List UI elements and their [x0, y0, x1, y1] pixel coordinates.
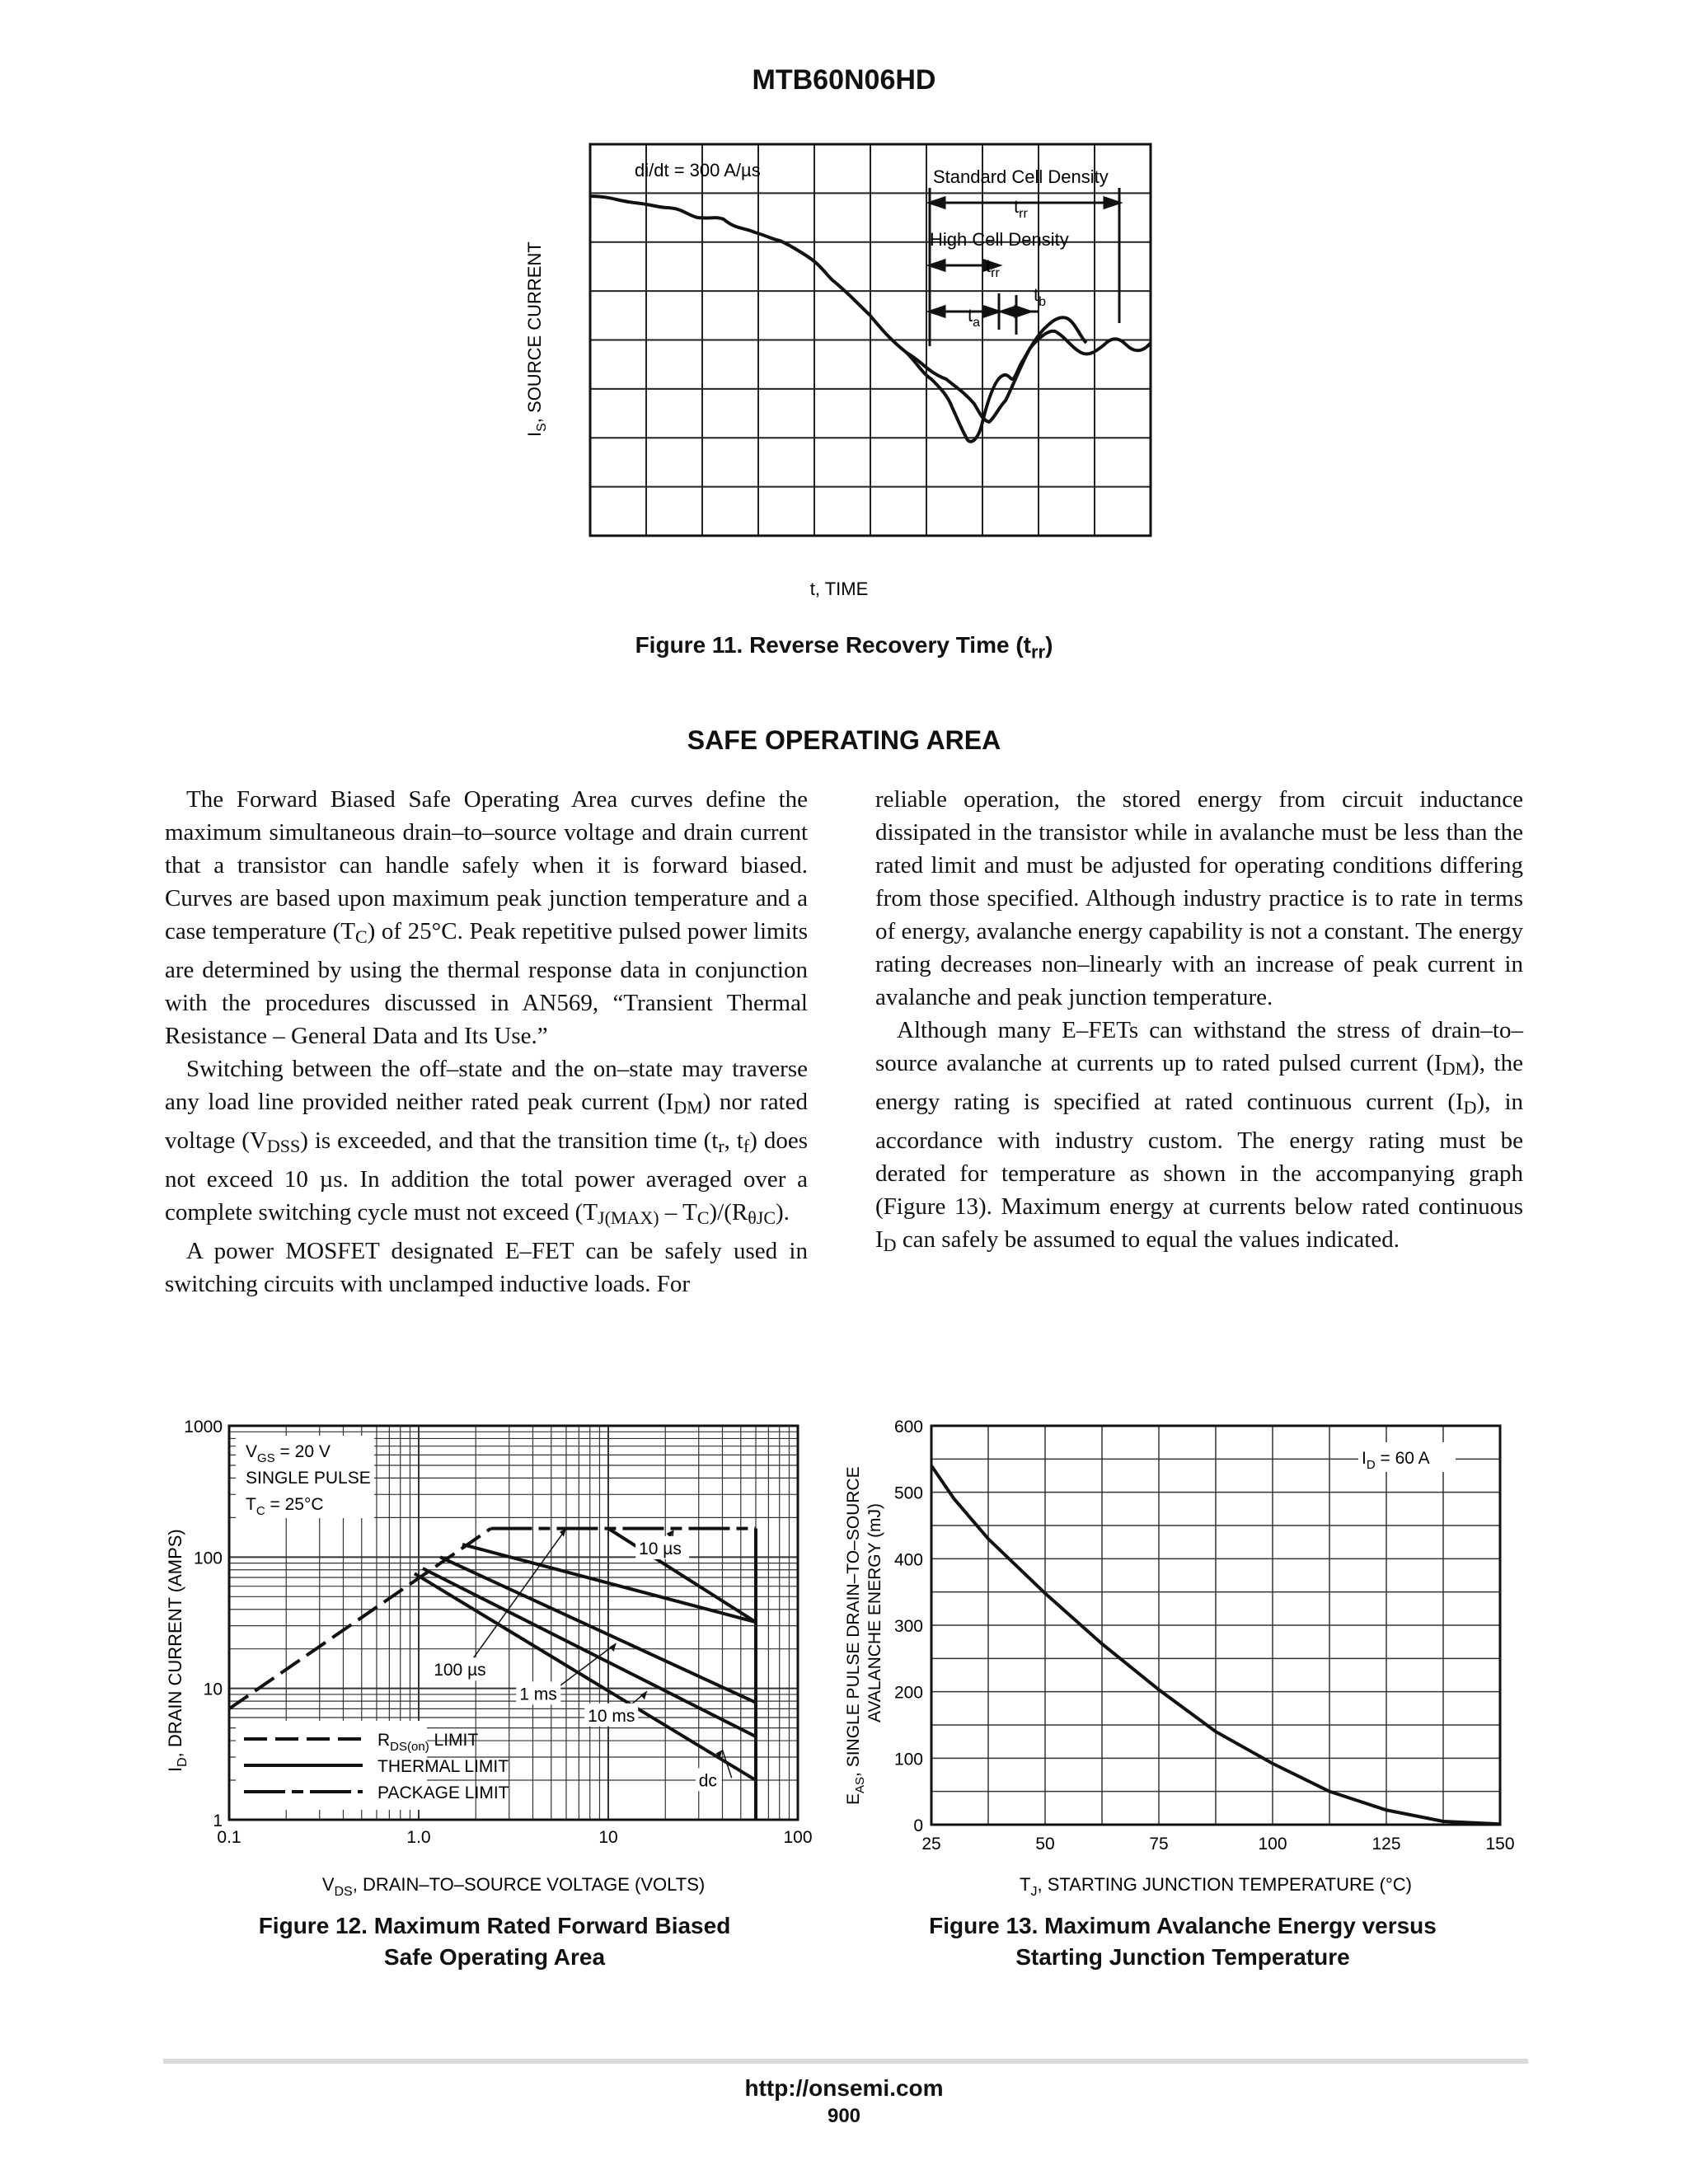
- figure11-high-label: High Cell Density: [930, 229, 1069, 250]
- y-tick-label: 500: [893, 1483, 923, 1503]
- y-tick-label: 1: [213, 1811, 223, 1830]
- leader-arrow: [610, 1643, 617, 1652]
- x-tick-label: 75: [1149, 1835, 1169, 1854]
- figure12-curve-label: 10 µs: [639, 1539, 682, 1558]
- paragraph: reliable operation, the stored energy from circuit inductance dissipated in the transistor while in avalanche must be less than the rated limit and must be adjusted for operating conditions differing from those specified. Although industry practice is to rate in terms of energy, avalanche energy capability is not a constant. The energy rating decreases non–linearly with an increase of peak current in avalanche and peak junction temperature.: [875, 786, 1523, 1010]
- paragraph: Although many E–FETs can withstand the stress of drain–to–source avalanche at currents up to rated pulsed current $(I_{DM})$, the energy rating is specified at rated continuous current $(I_D)$, in accordance with industry custom. The energy rating must be derated for temperature as shown in the accompanying graph (Figure 13). Maximum energy at currents below rated continuous $I_D$ can safely be assumed to equal the values indicated.: [875, 1017, 1523, 1255]
- figure12-x-axis-label: $V_{DS}$, DRAIN–TO–SOURCE VOLTAGE (VOLTS): [321, 1874, 706, 1899]
- figure12-curve-label: 1 ms: [519, 1685, 557, 1704]
- figure13-y-axis-label-1: $E_{AS}$, SINGLE PULSE DRAIN–TO–SOURCE: [844, 1466, 867, 1805]
- x-tick-label: 150: [1485, 1835, 1515, 1854]
- figure11-y-axis-label: $I_S$, SOURCE CURRENT: [524, 241, 549, 437]
- y-tick-label: 400: [893, 1550, 923, 1570]
- y-tick-label: 100: [893, 1750, 923, 1769]
- leader-arrow: [640, 1691, 647, 1699]
- y-tick-label: 200: [893, 1683, 923, 1703]
- figure11-standard-label: Standard Cell Density: [933, 166, 1109, 187]
- footer-divider: [163, 2059, 1528, 2064]
- paragraph: A power MOSFET designated E–FET can be safely used in switching circuits with unclamped inductive loads. For: [165, 1238, 808, 1297]
- figure12-chart: [157, 1409, 832, 1904]
- figure13-x-axis-label: $T_J$, STARTING JUNCTION TEMPERATURE (°C): [1020, 1874, 1412, 1899]
- figure12-cond-pulse: SINGLE PULSE: [246, 1469, 371, 1488]
- figure13-caption: Figure 13. Maximum Avalanche Energy versus Starting Junction Temperature: [929, 1913, 1437, 1970]
- page-number: 900: [827, 2105, 861, 2127]
- x-tick-label: 100: [1258, 1835, 1287, 1854]
- y-tick-label: 0: [913, 1816, 923, 1835]
- figure11-didt-label: di/dt = 300 A/µs: [635, 160, 761, 180]
- page-title: MTB60N06HD: [752, 64, 936, 96]
- legend-thermal-label: THERMAL LIMIT: [377, 1757, 509, 1776]
- body-left-column: [165, 783, 808, 1301]
- figure12-curve-label: 100 µs: [434, 1661, 486, 1680]
- figure12-curve-label: 10 ms: [588, 1706, 635, 1726]
- figure12-y-axis-label: $I_D$, DRAIN CURRENT (AMPS): [165, 1529, 190, 1772]
- figure12-caption: Figure 12. Maximum Rated Forward Biased Safe Operating Area: [258, 1913, 731, 1970]
- figure12-series-line: [229, 1529, 490, 1709]
- figure12-curve-label: dc: [698, 1771, 717, 1791]
- figure12-cond-tc: $T_C = 25^\circ C$: [246, 1495, 324, 1518]
- figure11-trr-high-label: $t_{rr}$: [986, 255, 1000, 280]
- paragraph: Switching between the off–state and the on–state may traverse any load line provided neither rated peak current $(I_{DM})$ nor rated voltage $(V_{DSS})$ is exceeded, and that the transition time ($t_r$, $t_f$) does not exceed 10 µs. In addition the total power averaged over a complete switching cycle must not exceed $(T_{J(MAX)} - T_C)/(R_{\theta JC})$.: [165, 1056, 808, 1228]
- footer-url[interactable]: http://onsemi.com: [744, 2075, 944, 2101]
- figure11-ta-label: $t_a$: [968, 305, 981, 330]
- figure13-annotation: $I_D = 60$ A: [1362, 1449, 1430, 1472]
- figure11-trr-std-label: $t_{rr}$: [1014, 196, 1028, 221]
- y-tick-label: 10: [203, 1680, 223, 1699]
- paragraph: The Forward Biased Safe Operating Area curves define the maximum simultaneous drain–to–source voltage and drain current that a transistor can handle safely when it is forward biased. Curves are based upon maximum peak junction temperature and a case temperature $(T_C)$ of 25°C. Peak repetitive pulsed power limits are determined by using the thermal response data in conjunction with the procedures discussed in AN569, “Transient Thermal Resistance – General Data and Its Use.”: [165, 786, 808, 1049]
- figure11-caption: Figure 11. Reverse Recovery Time $(t_{rr})$: [635, 632, 1053, 663]
- figure11-x-axis-label: t, TIME: [809, 579, 869, 599]
- figure13-y-axis-label-2: AVALANCHE ENERGY (mJ): [865, 1502, 884, 1722]
- x-tick-label: 25: [921, 1835, 941, 1854]
- figure11-tb-label: $t_b$: [1034, 284, 1047, 309]
- figure13-chart: [832, 1409, 1517, 1904]
- x-tick-label: 10: [598, 1828, 618, 1847]
- y-tick-label: 300: [893, 1617, 923, 1636]
- x-tick-label: 125: [1372, 1835, 1401, 1854]
- y-tick-label: 1000: [184, 1418, 223, 1436]
- figure11-chart: [495, 132, 1170, 626]
- section-title: SAFE OPERATING AREA: [687, 725, 1001, 755]
- legend-package-label: PACKAGE LIMIT: [377, 1783, 509, 1802]
- y-tick-label: 100: [193, 1549, 223, 1568]
- x-tick-label: 100: [783, 1828, 813, 1847]
- figure12-cond-vgs: $V_{GS} = 20$ V: [246, 1442, 331, 1465]
- legend-rds-label: $R_{DS(on)}$ LIMIT: [377, 1731, 479, 1754]
- body-right-column: [875, 783, 1523, 1262]
- x-tick-label: 0.1: [217, 1828, 241, 1847]
- x-tick-label: 50: [1035, 1835, 1055, 1854]
- y-tick-label: 600: [893, 1418, 923, 1436]
- x-tick-label: 1.0: [406, 1828, 431, 1847]
